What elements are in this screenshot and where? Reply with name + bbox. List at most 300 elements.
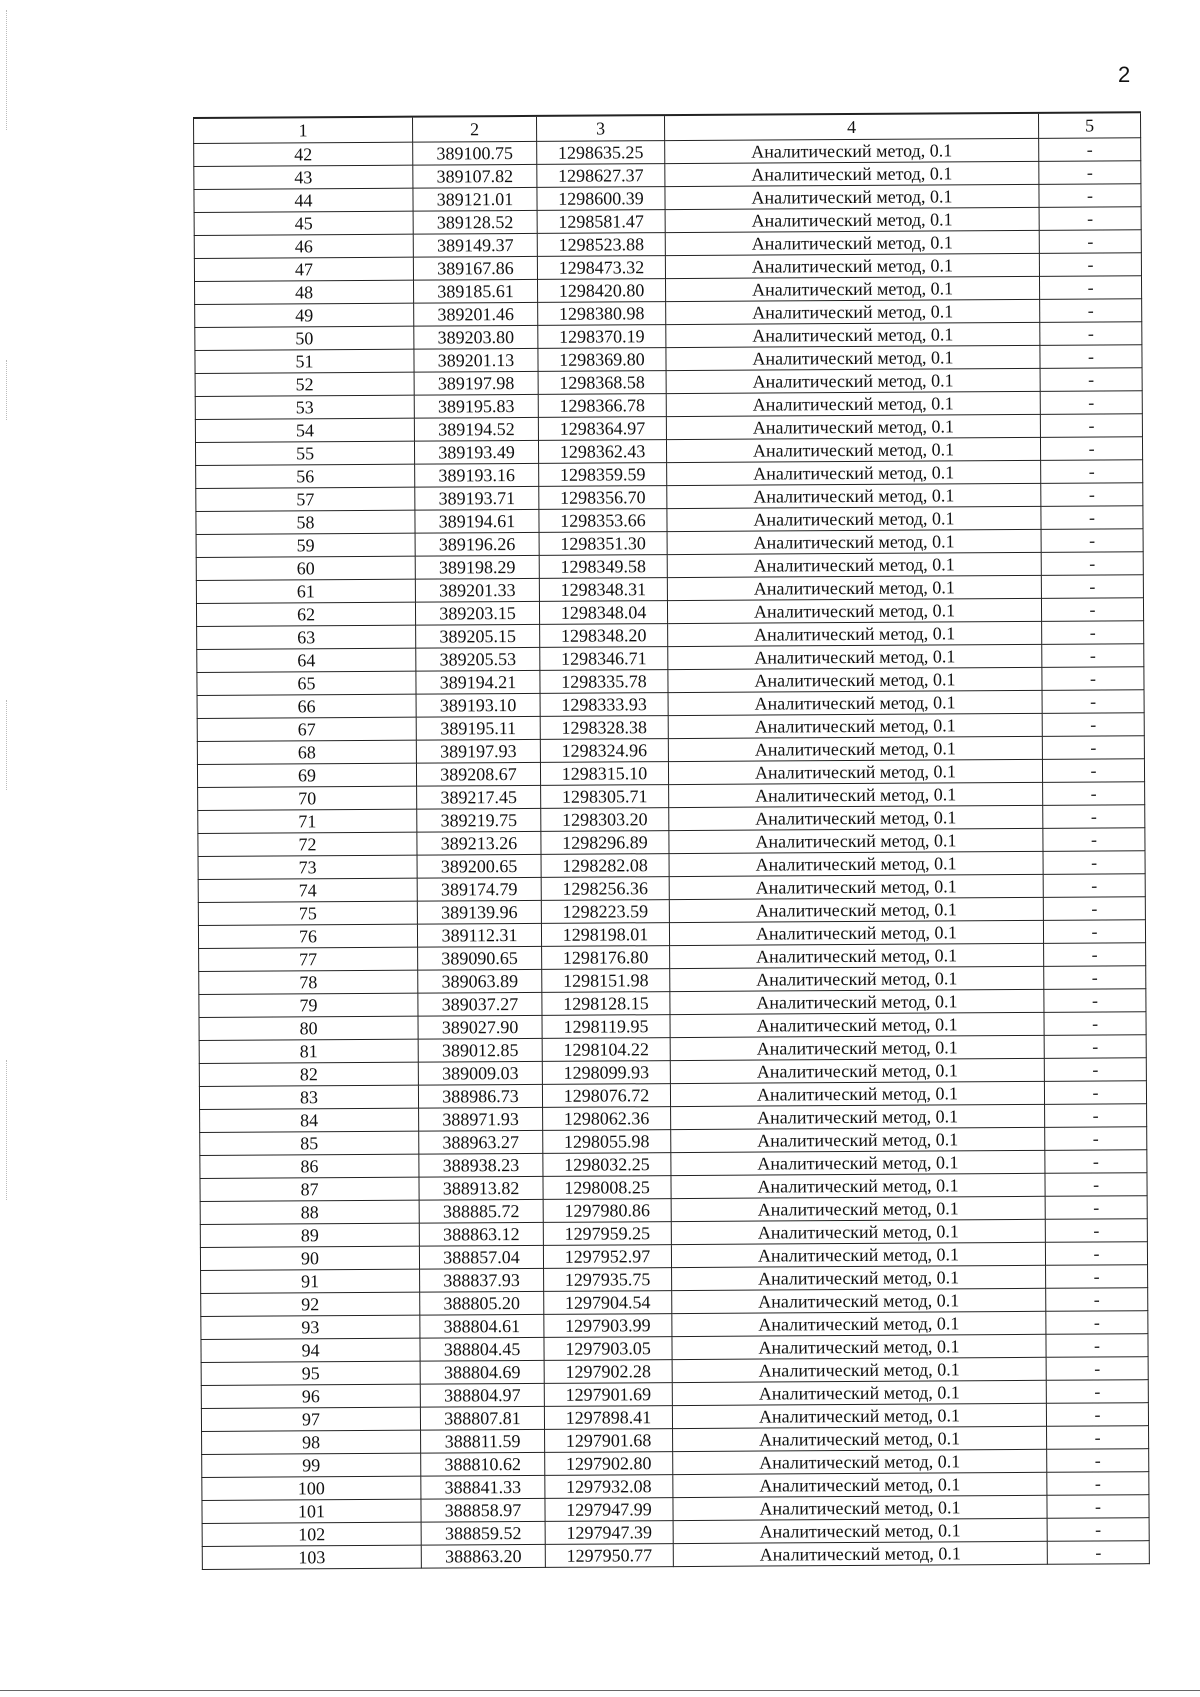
cell-method: Аналитический метод, 0.1: [670, 1081, 1044, 1106]
cell-coordinate-y: 1298335.78: [540, 670, 668, 694]
cell-point-number: 95: [201, 1361, 420, 1385]
cell-note: -: [1040, 368, 1142, 392]
cell-method: Аналитический метод, 0.1: [670, 1012, 1044, 1037]
cell-method: Аналитический метод, 0.1: [668, 690, 1042, 715]
cell-note: -: [1045, 1173, 1147, 1197]
cell-coordinate-x: 389194.21: [416, 670, 540, 694]
cell-method: Аналитический метод, 0.1: [670, 966, 1044, 991]
cell-coordinate-y: 1298151.98: [542, 969, 670, 993]
cell-coordinate-x: 389149.37: [413, 233, 537, 257]
cell-coordinate-y: 1298523.88: [537, 233, 665, 257]
cell-coordinate-x: 389090.65: [418, 946, 542, 970]
cell-coordinate-y: 1298364.97: [538, 417, 666, 441]
cell-note: -: [1041, 529, 1143, 553]
cell-coordinate-y: 1298076.72: [542, 1084, 670, 1108]
cell-method: Аналитический метод, 0.1: [671, 1196, 1045, 1221]
cell-coordinate-x: 389139.96: [417, 900, 541, 924]
cell-coordinate-x: 389217.45: [417, 785, 541, 809]
cell-note: -: [1046, 1265, 1148, 1289]
cell-coordinate-y: 1298256.36: [541, 877, 669, 901]
cell-coordinate-y: 1298119.95: [542, 1015, 670, 1039]
cell-method: Аналитический метод, 0.1: [667, 483, 1041, 508]
cell-method: Аналитический метод, 0.1: [667, 529, 1041, 554]
cell-method: Аналитический метод, 0.1: [673, 1449, 1047, 1474]
cell-coordinate-x: 389027.90: [418, 1015, 542, 1039]
cell-point-number: 72: [198, 832, 417, 856]
cell-coordinate-y: 1298368.58: [538, 371, 666, 395]
cell-method: Аналитический метод, 0.1: [669, 874, 1043, 899]
cell-method: Аналитический метод, 0.1: [668, 644, 1042, 669]
cell-point-number: 63: [197, 625, 416, 649]
cell-coordinate-y: 1297950.77: [545, 1544, 673, 1568]
cell-point-number: 51: [195, 349, 414, 373]
cell-note: -: [1045, 1196, 1147, 1220]
cell-note: -: [1045, 1242, 1147, 1266]
cell-coordinate-y: 1297932.08: [545, 1475, 673, 1499]
cell-point-number: 78: [199, 970, 418, 994]
cell-method: Аналитический метод, 0.1: [668, 759, 1042, 784]
header-col-5: 5: [1038, 112, 1140, 138]
cell-point-number: 102: [202, 1522, 421, 1546]
cell-coordinate-y: 1298370.19: [538, 325, 666, 349]
cell-coordinate-y: 1298296.89: [541, 831, 669, 855]
cell-coordinate-x: 389203.15: [415, 601, 539, 625]
cell-point-number: 85: [200, 1131, 419, 1155]
cell-note: -: [1042, 736, 1144, 760]
cell-method: Аналитический метод, 0.1: [667, 575, 1041, 600]
cell-method: Аналитический метод, 0.1: [672, 1311, 1046, 1336]
cell-coordinate-y: 1298635.25: [537, 141, 665, 165]
cell-point-number: 98: [202, 1430, 421, 1454]
cell-method: Аналитический метод, 0.1: [673, 1541, 1047, 1566]
cell-note: -: [1044, 1058, 1146, 1082]
cell-note: -: [1044, 1035, 1146, 1059]
cell-method: Аналитический метод, 0.1: [672, 1357, 1046, 1382]
cell-note: -: [1040, 322, 1142, 346]
cell-coordinate-x: 388986.73: [418, 1084, 542, 1108]
scan-margin-mark: [6, 700, 7, 790]
cell-coordinate-x: 389193.10: [416, 693, 540, 717]
header-col-2: 2: [413, 116, 537, 142]
cell-note: -: [1043, 874, 1145, 898]
cell-coordinate-y: 1297952.97: [543, 1245, 671, 1269]
cell-note: -: [1046, 1403, 1148, 1427]
cell-note: -: [1047, 1518, 1149, 1542]
cell-method: Аналитический метод, 0.1: [672, 1334, 1046, 1359]
cell-coordinate-y: 1298348.31: [539, 578, 667, 602]
cell-note: -: [1039, 207, 1141, 231]
cell-point-number: 53: [195, 395, 414, 419]
cell-coordinate-x: 388841.33: [421, 1475, 545, 1499]
cell-coordinate-x: 388863.12: [419, 1222, 543, 1246]
cell-note: -: [1041, 460, 1143, 484]
coordinates-table: [193, 111, 1150, 1570]
cell-point-number: 60: [196, 556, 415, 580]
cell-method: Аналитический метод, 0.1: [665, 276, 1039, 301]
cell-coordinate-y: 1297903.99: [544, 1314, 672, 1338]
cell-note: -: [1041, 552, 1143, 576]
cell-coordinate-x: 389197.93: [416, 739, 540, 763]
cell-method: Аналитический метод, 0.1: [666, 345, 1040, 370]
cell-coordinate-x: 389201.33: [415, 578, 539, 602]
cell-coordinate-x: 389012.85: [418, 1038, 542, 1062]
cell-method: Аналитический метод, 0.1: [668, 621, 1042, 646]
cell-coordinate-x: 389100.75: [413, 141, 537, 165]
cell-coordinate-y: 1298349.58: [539, 555, 667, 579]
cell-method: Аналитический метод, 0.1: [673, 1495, 1047, 1520]
cell-coordinate-y: 1298032.25: [543, 1153, 671, 1177]
page-number: 2: [1118, 62, 1131, 87]
cell-coordinate-x: 388807.81: [420, 1406, 544, 1430]
cell-note: -: [1046, 1311, 1148, 1335]
cell-note: -: [1046, 1334, 1148, 1358]
cell-coordinate-x: 388837.93: [420, 1268, 544, 1292]
cell-point-number: 58: [196, 510, 415, 534]
cell-coordinate-y: 1297901.68: [545, 1429, 673, 1453]
cell-method: Аналитический метод, 0.1: [666, 368, 1040, 393]
cell-note: -: [1040, 345, 1142, 369]
cell-method: Аналитический метод, 0.1: [670, 989, 1044, 1014]
cell-note: -: [1042, 621, 1144, 645]
cell-coordinate-y: 1298359.59: [539, 463, 667, 487]
cell-method: Аналитический метод, 0.1: [667, 460, 1041, 485]
cell-method: Аналитический метод, 0.1: [672, 1403, 1046, 1428]
cell-note: -: [1042, 690, 1144, 714]
cell-method: Аналитический метод, 0.1: [665, 161, 1039, 186]
cell-coordinate-y: 1298473.32: [537, 256, 665, 280]
cell-coordinate-y: 1297904.54: [544, 1291, 672, 1315]
cell-point-number: 103: [202, 1545, 421, 1569]
cell-method: Аналитический метод, 0.1: [666, 322, 1040, 347]
cell-point-number: 52: [195, 372, 414, 396]
cell-coordinate-y: 1298223.59: [541, 900, 669, 924]
cell-method: Аналитический метод, 0.1: [670, 1035, 1044, 1060]
cell-method: Аналитический метод, 0.1: [668, 736, 1042, 761]
cell-point-number: 90: [200, 1246, 419, 1270]
cell-note: -: [1040, 414, 1142, 438]
cell-point-number: 94: [201, 1338, 420, 1362]
cell-note: -: [1039, 230, 1141, 254]
cell-method: Аналитический метод, 0.1: [671, 1150, 1045, 1175]
cell-coordinate-x: 388971.93: [419, 1107, 543, 1131]
cell-coordinate-x: 389205.15: [416, 624, 540, 648]
cell-coordinate-y: 1298351.30: [539, 532, 667, 556]
cell-point-number: 65: [197, 671, 416, 695]
cell-point-number: 80: [199, 1016, 418, 1040]
cell-coordinate-y: 1298055.98: [543, 1130, 671, 1154]
cell-method: Аналитический метод, 0.1: [671, 1127, 1045, 1152]
cell-coordinate-x: 389198.29: [415, 555, 539, 579]
cell-coordinate-x: 388938.23: [419, 1153, 543, 1177]
cell-coordinate-x: 389201.13: [414, 348, 538, 372]
cell-point-number: 48: [195, 280, 414, 304]
cell-note: -: [1041, 506, 1143, 530]
cell-note: -: [1042, 713, 1144, 737]
cell-coordinate-y: 1298324.96: [540, 739, 668, 763]
cell-method: Аналитический метод, 0.1: [666, 299, 1040, 324]
cell-method: Аналитический метод, 0.1: [665, 253, 1039, 278]
cell-coordinate-y: 1298282.08: [541, 854, 669, 878]
cell-point-number: 97: [201, 1407, 420, 1431]
cell-coordinate-x: 388804.97: [420, 1383, 544, 1407]
cell-point-number: 83: [199, 1085, 418, 1109]
cell-note: -: [1046, 1380, 1148, 1404]
cell-note: -: [1040, 391, 1142, 415]
cell-point-number: 84: [200, 1108, 419, 1132]
cell-coordinate-y: 1298369.80: [538, 348, 666, 372]
cell-note: -: [1043, 828, 1145, 852]
cell-coordinate-y: 1297898.41: [544, 1406, 672, 1430]
cell-coordinate-y: 1297901.69: [544, 1383, 672, 1407]
cell-coordinate-y: 1298333.93: [540, 693, 668, 717]
cell-note: -: [1044, 1012, 1146, 1036]
cell-coordinate-y: 1297903.05: [544, 1337, 672, 1361]
cell-point-number: 61: [196, 579, 415, 603]
cell-method: Аналитический метод, 0.1: [669, 805, 1043, 830]
cell-coordinate-y: 1298128.15: [542, 992, 670, 1016]
table-body: [194, 138, 1150, 1570]
cell-method: Аналитический метод, 0.1: [669, 782, 1043, 807]
cell-coordinate-x: 388863.20: [421, 1544, 545, 1568]
cell-coordinate-x: 389009.03: [418, 1061, 542, 1085]
cell-coordinate-x: 388913.82: [419, 1176, 543, 1200]
cell-note: -: [1045, 1104, 1147, 1128]
page-bottom-rule: [0, 1690, 1200, 1691]
cell-coordinate-y: 1298348.20: [540, 624, 668, 648]
cell-method: Аналитический метод, 0.1: [671, 1173, 1045, 1198]
cell-note: -: [1047, 1495, 1149, 1519]
header-col-4: 4: [664, 113, 1038, 141]
cell-point-number: 86: [200, 1154, 419, 1178]
cell-note: -: [1044, 1081, 1146, 1105]
cell-note: -: [1045, 1150, 1147, 1174]
cell-coordinate-x: 389195.11: [416, 716, 540, 740]
cell-point-number: 74: [198, 878, 417, 902]
cell-coordinate-x: 388858.97: [421, 1498, 545, 1522]
cell-point-number: 70: [198, 786, 417, 810]
cell-coordinate-y: 1298176.80: [542, 946, 670, 970]
cell-coordinate-y: 1298366.78: [538, 394, 666, 418]
cell-coordinate-x: 388810.62: [421, 1452, 545, 1476]
cell-point-number: 101: [202, 1499, 421, 1523]
cell-coordinate-y: 1297902.80: [545, 1452, 673, 1476]
cell-note: -: [1043, 897, 1145, 921]
cell-coordinate-x: 389205.53: [416, 647, 540, 671]
cell-point-number: 67: [197, 717, 416, 741]
cell-point-number: 81: [199, 1039, 418, 1063]
cell-point-number: 57: [196, 487, 415, 511]
cell-coordinate-x: 389196.26: [415, 532, 539, 556]
cell-note: -: [1044, 943, 1146, 967]
cell-note: -: [1040, 299, 1142, 323]
cell-point-number: 55: [195, 441, 414, 465]
cell-note: -: [1041, 598, 1143, 622]
cell-point-number: 64: [197, 648, 416, 672]
cell-point-number: 50: [195, 326, 414, 350]
cell-coordinate-y: 1297902.28: [544, 1360, 672, 1384]
cell-note: -: [1041, 575, 1143, 599]
cell-coordinate-x: 389121.01: [413, 187, 537, 211]
cell-coordinate-y: 1298315.10: [540, 762, 668, 786]
cell-coordinate-x: 389203.80: [414, 325, 538, 349]
cell-coordinate-y: 1298346.71: [540, 647, 668, 671]
scan-margin-mark: [6, 360, 7, 420]
cell-coordinate-x: 388804.45: [420, 1337, 544, 1361]
cell-coordinate-y: 1298348.04: [539, 601, 667, 625]
cell-coordinate-x: 389200.65: [417, 854, 541, 878]
cell-method: Аналитический метод, 0.1: [671, 1242, 1045, 1267]
cell-method: Аналитический метод, 0.1: [671, 1219, 1045, 1244]
cell-point-number: 88: [200, 1200, 419, 1224]
cell-coordinate-y: 1298581.47: [537, 210, 665, 234]
cell-note: -: [1044, 966, 1146, 990]
cell-point-number: 71: [198, 809, 417, 833]
cell-method: Аналитический метод, 0.1: [669, 828, 1043, 853]
cell-point-number: 89: [200, 1223, 419, 1247]
cell-point-number: 42: [194, 142, 413, 166]
cell-method: Аналитический метод, 0.1: [665, 138, 1039, 163]
cell-coordinate-x: 389201.46: [414, 302, 538, 326]
cell-point-number: 92: [201, 1292, 420, 1316]
cell-coordinate-x: 388859.52: [421, 1521, 545, 1545]
cell-note: -: [1045, 1127, 1147, 1151]
cell-note: -: [1045, 1219, 1147, 1243]
cell-method: Аналитический метод, 0.1: [669, 851, 1043, 876]
cell-note: -: [1039, 253, 1141, 277]
cell-point-number: 62: [196, 602, 415, 626]
cell-coordinate-x: 389193.16: [415, 463, 539, 487]
cell-coordinate-x: 388805.20: [420, 1291, 544, 1315]
cell-coordinate-x: 389063.89: [418, 969, 542, 993]
cell-point-number: 45: [194, 211, 413, 235]
cell-method: Аналитический метод, 0.1: [666, 414, 1040, 439]
cell-coordinate-y: 1298600.39: [537, 187, 665, 211]
cell-method: Аналитический метод, 0.1: [666, 391, 1040, 416]
cell-coordinate-x: 389193.71: [415, 486, 539, 510]
cell-coordinate-x: 389112.31: [417, 923, 541, 947]
cell-coordinate-x: 389128.52: [413, 210, 537, 234]
cell-note: -: [1047, 1472, 1149, 1496]
cell-coordinate-x: 389167.86: [413, 256, 537, 280]
cell-coordinate-y: 1298104.22: [542, 1038, 670, 1062]
cell-note: -: [1046, 1357, 1148, 1381]
cell-coordinate-x: 389213.26: [417, 831, 541, 855]
cell-coordinate-x: 388804.61: [420, 1314, 544, 1338]
cell-method: Аналитический метод, 0.1: [672, 1380, 1046, 1405]
cell-note: -: [1039, 184, 1141, 208]
cell-coordinate-x: 389107.82: [413, 164, 537, 188]
cell-coordinate-y: 1297947.39: [545, 1521, 673, 1545]
cell-coordinate-x: 389193.49: [414, 440, 538, 464]
cell-point-number: 76: [198, 924, 417, 948]
cell-note: -: [1043, 805, 1145, 829]
cell-note: -: [1042, 759, 1144, 783]
scan-margin-mark: [6, 1060, 7, 1200]
cell-coordinate-x: 389194.61: [415, 509, 539, 533]
header-col-1: 1: [194, 117, 413, 144]
cell-coordinate-y: 1298420.80: [537, 279, 665, 303]
cell-point-number: 44: [194, 188, 413, 212]
cell-coordinate-x: 389194.52: [414, 417, 538, 441]
cell-note: -: [1042, 667, 1144, 691]
cell-coordinate-y: 1297935.75: [544, 1268, 672, 1292]
cell-point-number: 100: [202, 1476, 421, 1500]
cell-coordinate-x: 388885.72: [419, 1199, 543, 1223]
cell-point-number: 49: [195, 303, 414, 327]
cell-note: -: [1043, 920, 1145, 944]
cell-coordinate-y: 1298099.93: [542, 1061, 670, 1085]
cell-method: Аналитический метод, 0.1: [672, 1288, 1046, 1313]
cell-note: -: [1039, 138, 1141, 162]
cell-note: -: [1046, 1288, 1148, 1312]
cell-coordinate-y: 1298062.36: [543, 1107, 671, 1131]
cell-coordinate-y: 1298353.66: [539, 509, 667, 533]
cell-method: Аналитический метод, 0.1: [668, 667, 1042, 692]
cell-method: Аналитический метод, 0.1: [670, 943, 1044, 968]
cell-coordinate-y: 1298303.20: [541, 808, 669, 832]
cell-point-number: 66: [197, 694, 416, 718]
cell-method: Аналитический метод, 0.1: [665, 230, 1039, 255]
cell-note: -: [1039, 276, 1141, 300]
cell-coordinate-y: 1298328.38: [540, 716, 668, 740]
cell-point-number: 79: [199, 993, 418, 1017]
cell-coordinate-y: 1297959.25: [543, 1222, 671, 1246]
cell-point-number: 46: [194, 234, 413, 258]
cell-method: Аналитический метод, 0.1: [668, 713, 1042, 738]
cell-method: Аналитический метод, 0.1: [670, 1058, 1044, 1083]
table-row: [202, 1541, 1149, 1570]
cell-point-number: 75: [198, 901, 417, 925]
cell-point-number: 68: [197, 740, 416, 764]
cell-note: -: [1041, 483, 1143, 507]
scan-margin-mark: [6, 10, 7, 130]
cell-method: Аналитический метод, 0.1: [673, 1426, 1047, 1451]
cell-method: Аналитический метод, 0.1: [665, 184, 1039, 209]
cell-coordinate-y: 1298362.43: [538, 440, 666, 464]
cell-point-number: 96: [201, 1384, 420, 1408]
cell-coordinate-x: 388963.27: [419, 1130, 543, 1154]
cell-point-number: 73: [198, 855, 417, 879]
cell-note: -: [1040, 437, 1142, 461]
cell-method: Аналитический метод, 0.1: [669, 920, 1043, 945]
coordinates-table-wrapper: [193, 111, 1150, 1570]
cell-point-number: 59: [196, 533, 415, 557]
cell-coordinate-y: 1298380.98: [538, 302, 666, 326]
cell-point-number: 56: [196, 464, 415, 488]
cell-coordinate-y: 1298305.71: [541, 785, 669, 809]
cell-point-number: 69: [197, 763, 416, 787]
cell-coordinate-y: 1298008.25: [543, 1176, 671, 1200]
cell-coordinate-x: 389219.75: [417, 808, 541, 832]
cell-method: Аналитический метод, 0.1: [669, 897, 1043, 922]
cell-point-number: 82: [199, 1062, 418, 1086]
cell-point-number: 47: [194, 257, 413, 281]
cell-method: Аналитический метод, 0.1: [667, 506, 1041, 531]
cell-note: -: [1047, 1426, 1149, 1450]
cell-point-number: 43: [194, 165, 413, 189]
cell-coordinate-x: 389195.83: [414, 394, 538, 418]
cell-note: -: [1047, 1449, 1149, 1473]
cell-method: Аналитический метод, 0.1: [667, 598, 1041, 623]
cell-coordinate-y: 1298198.01: [541, 923, 669, 947]
cell-coordinate-x: 389208.67: [416, 762, 540, 786]
cell-method: Аналитический метод, 0.1: [673, 1472, 1047, 1497]
cell-coordinate-x: 389037.27: [418, 992, 542, 1016]
cell-method: Аналитический метод, 0.1: [665, 207, 1039, 232]
cell-coordinate-y: 1297980.86: [543, 1199, 671, 1223]
cell-point-number: 87: [200, 1177, 419, 1201]
header-col-3: 3: [536, 115, 664, 141]
